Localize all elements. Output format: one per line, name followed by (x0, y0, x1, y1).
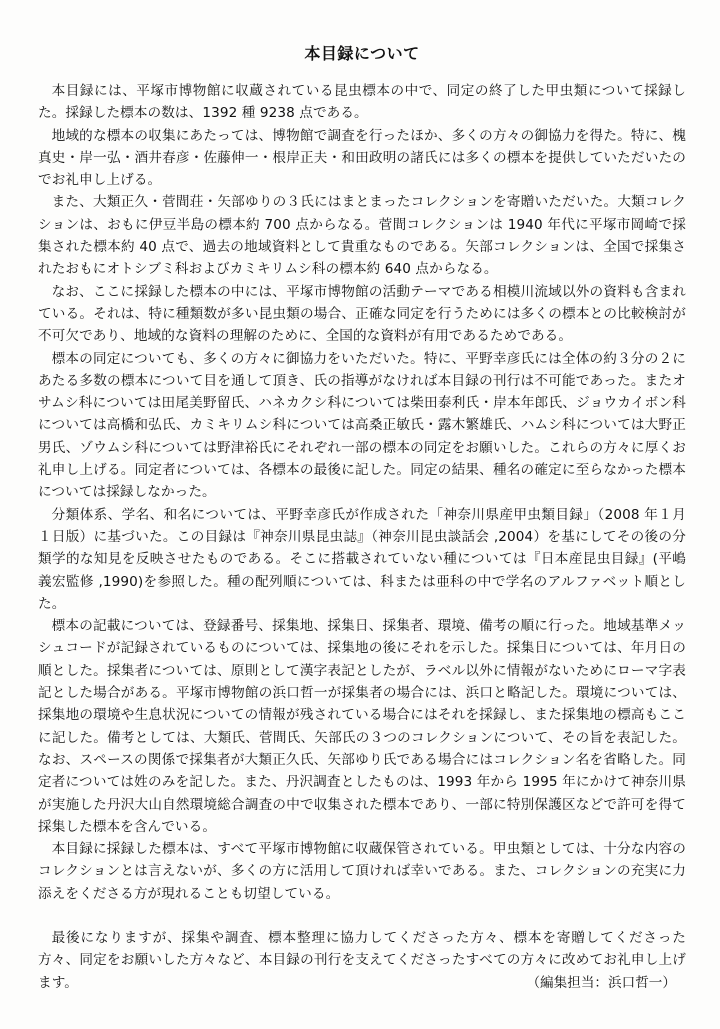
page-title: 本目録について (304, 44, 420, 63)
paragraph-gap (38, 905, 686, 927)
paragraph-closing: 最後になりますが、採集や調査、標本整理に協力してくださった方々、標本を寄贈してくださった方々、同定をお願いした方々など、本目録の刊行を支えてくださったすべての方々に改めてお礼申し上げます。 (38, 929, 686, 991)
paragraph-classification: 分類体系、学名、和名については、平野幸彦氏が作成された「神奈川県産甲虫類目録」（2008 年１月１日版）に基づいた。この目録は『神奈川県昆虫誌』（神奈川昆虫談話会 ,2004）を基にしてその後の分類学的な知見を反映させたものである。そこに搭載されていない種については『日本産昆虫目録』(平嶋義宏監修 ,1990)を参照した。種の配列順については、科または亜科の中で学名のアルファベット順とした。 (38, 506, 686, 612)
paragraph-summary: 本目録には、平塚市博物館に収蔵されている昆虫標本の中で、同定の終了した甲虫類について採録した。採録した標本の数は、1392 種 9238 点である。 (38, 83, 686, 122)
paragraph-storage: 本目録に採録した標本は、すべて平塚市博物館に収蔵保管されている。甲虫類としては、十分な内容のコレクションとは言えないが、多くの方に活用して頂ければ幸いである。また、コレクションの充実に力添えをくださる方が現れることも切望している。 (38, 841, 686, 902)
paragraph-record-format: 標本の記載については、登録番号、採集地、採集日、採集者、環境、備考の順に行った。地域基準メッシュコードが記録されているものについては、採集地の後にそれを示した。採集日については、年月日の順とした。採集者については、原則として漢字表記としたが、ラベル以外に情報がないためにローマ字表記とした場合がある。平塚市博物館の浜口哲一が採集者の場合には、浜口と略記した。環境については、採集地の環境や生息状況についての情報が残されている場合にはそれを採録し、また採集地の標高もここに記した。備考としては、大類氏、菅間氏、矢部氏の３つのコレクションについて、その旨を表記した。なお、スペースの関係で採集者が大類正久氏、矢部ゆり氏である場合にはコレクション名を省略した。同定者については姓のみを記した。また、丹沢調査としたものは、1993 年から 1995 年にかけて神奈川県が実施した丹沢大山自然環境総合調査の中で収集された標本であり、一部に特別保護区などで許可を得て採集した標本を含んでいる。 (38, 618, 686, 835)
paragraph-local-collection: 地域的な標本の収集にあたっては、博物館で調査を行ったほか、多くの方々の御協力を得た。特に、槐真史・岸一弘・酒井春彦・佐藤伸一・根岸正夫・和田政明の諸氏には多くの標本を提供していただいたのでお礼申し上げる。 (38, 127, 686, 189)
paragraph-identification: 標本の同定についても、多くの方々に御協力をいただいた。特に、平野幸彦氏には全体の約３分の２にあたる多数の標本について目を通して頂き、氏の指導がなければ本目録の刊行は不可能であった。またオサムシ科については田尾美野留氏、ハネカクシ科については柴田泰利氏・岸本年郎氏、ジョウカイボン科については高橋和弘氏、カミキリムシ科については高桑正敏氏・露木繁雄氏、ハムシ科については大野正男氏、ゾウムシ科については野津裕氏にそれぞれ一部の標本の同定をお願いした。これらの方々に厚くお礼申し上げる。同定者については、各標本の最後に記した。同定の結果、種名の確定に至らなかった標本については採録しなかった。 (38, 350, 686, 501)
editor-signature: （編集担当：浜口哲一） (526, 974, 676, 991)
paragraph-scope: なお、ここに採録した標本の中には、平塚市博物館の活動テーマである相模川流域以外の資料も含まれている。それは、特に種類数が多い昆虫類の場合、正確な同定を行うためには多くの標本との比較検討が不可欠であり、地域的な資料の理解のために、全国的な資料が有用であるためである。 (38, 283, 686, 345)
paragraph-donated-collections: また、大類正久・菅間荘・矢部ゆりの３氏にはまとまったコレクションを寄贈いただいた。大類コレクションは、おもに伊豆半島の標本約 700 点からなる。菅間コレクションは 1940 年代に平塚市岡崎で採集された標本約 40 点で、過去の地域資料として貴重なものである。矢部コレクションは、全国で採集されたおもにオトシブミ科およびカミキリムシ科の標本約 640 点からなる。 (38, 194, 686, 278)
